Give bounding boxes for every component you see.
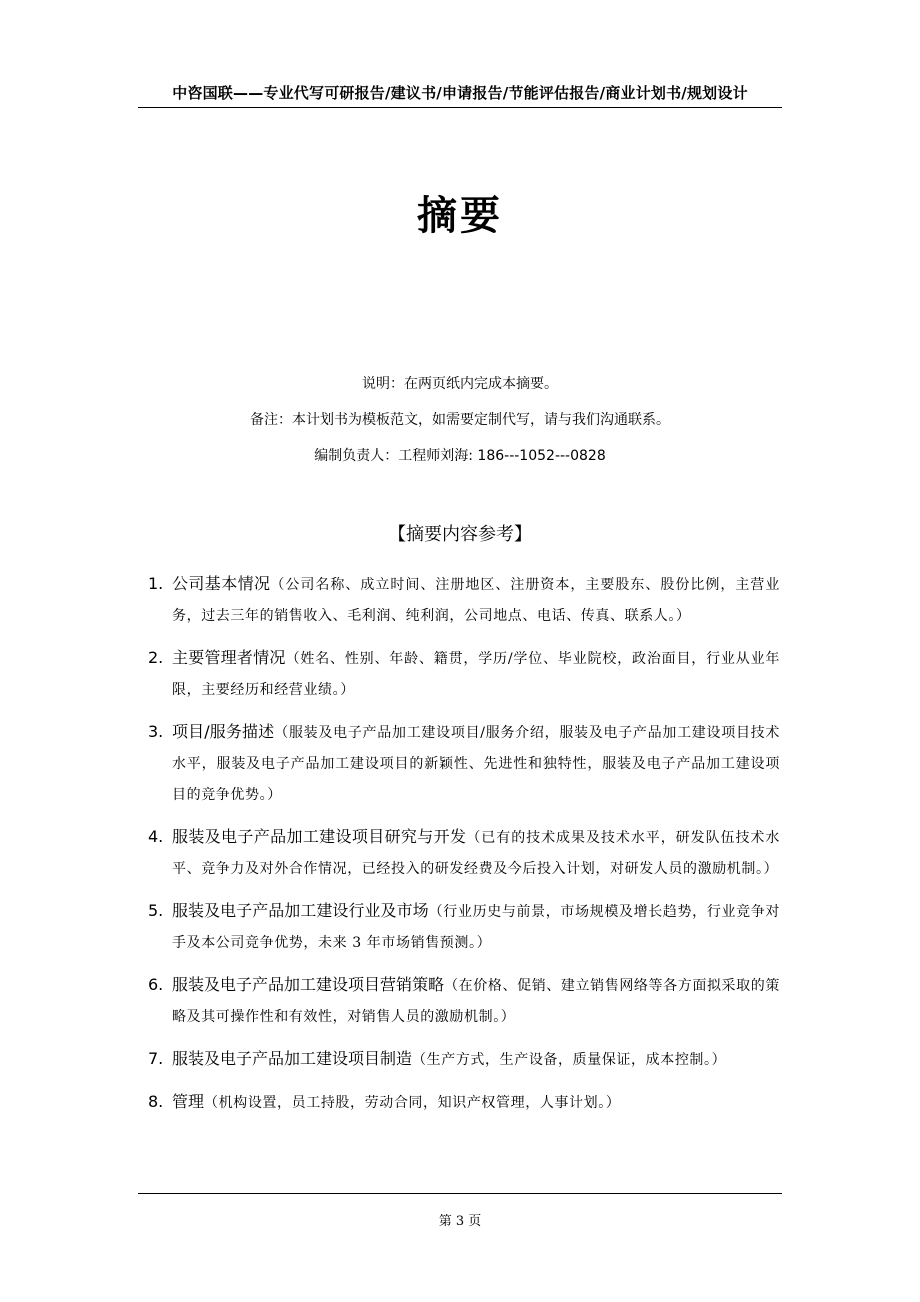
item-description: （服装及电子产品加工建设项目/服务介绍，服装及电子产品加工建设项目技术水平，服装及电子产品加工建设项目的新颖性、先进性和独特性，服装及电子产品加工建设项目的竞争优势。） [172, 725, 780, 803]
item-title: 服装及电子产品加工建设项目营销策略 [172, 975, 445, 994]
summary-items-list [148, 568, 780, 1129]
list-item [148, 895, 780, 959]
page-title: 摘要 [417, 192, 503, 239]
page-number: 第 3 页 [438, 1214, 482, 1229]
page-header: 中咨国联——专业代写可研报告/建议书/申请报告/节能评估报告/商业计划书/规划设计 [172, 84, 748, 102]
footer-divider [138, 1193, 782, 1194]
item-description: （在价格、促销、建立销售网络等各方面拟采取的策略及其可操作性和有效性，对销售人员的激励机制。） [172, 978, 780, 1025]
item-description: （已有的技术成果及技术水平，研发队伍技术水平、竞争力及对外合作情况，已经投入的研发经费及今后投入计划，对研发人员的激励机制。） [172, 830, 780, 877]
item-description: （姓名、性别、年龄、籍贯，学历/学位、毕业院校，政治面目，行业从业年限，主要经历和经营业绩。） [172, 651, 780, 698]
item-number: 8. [148, 1092, 164, 1111]
header-divider [138, 107, 782, 108]
item-title: 服装及电子产品加工建设项目研究与开发 [172, 827, 467, 846]
list-item [148, 642, 780, 706]
list-item [148, 969, 780, 1033]
item-number: 1. [148, 574, 164, 593]
item-description: （机构设置，员工持股，劳动合同，知识产权管理，人事计划。） [204, 1095, 621, 1111]
item-number: 6. [148, 975, 164, 994]
item-title: 服装及电子产品加工建设行业及市场 [172, 901, 429, 920]
item-number: 3. [148, 722, 164, 741]
item-number: 7. [148, 1049, 164, 1068]
item-title: 服装及电子产品加工建设项目制造 [172, 1049, 413, 1068]
item-number: 4. [148, 827, 164, 846]
note-contact: 编制负责人：工程师刘海: 186---1052---0828 [314, 448, 606, 464]
item-title: 项目/服务描述 [172, 722, 275, 741]
notes-block [0, 372, 920, 480]
item-title: 管理 [172, 1092, 205, 1111]
list-item [148, 568, 780, 632]
item-description: （公司名称、成立时间、注册地区、注册资本，主要股东、股份比例，主营业务，过去三年的销售收入、毛利润、纯利润，公司地点、电话、传真、联系人。） [172, 577, 780, 624]
item-title: 主要管理者情况 [172, 648, 286, 667]
item-description: （生产方式，生产设备，质量保证，成本控制。） [412, 1052, 727, 1068]
reference-heading: 【摘要内容参考】 [388, 524, 532, 545]
list-item [148, 1043, 780, 1076]
note-remark: 备注：本计划书为模板范文，如需要定制代写，请与我们沟通联系。 [250, 412, 670, 428]
item-title: 公司基本情况 [172, 574, 271, 593]
item-description: （行业历史与前景，市场规模及增长趋势，行业竞争对手及本公司竞争优势，未来 3 年市场销售预测。） [172, 904, 780, 951]
list-item [148, 716, 780, 811]
list-item [148, 821, 780, 885]
list-item [148, 1086, 780, 1119]
note-instruction: 说明：在两页纸内完成本摘要。 [362, 376, 558, 392]
item-number: 5. [148, 901, 164, 920]
item-number: 2. [148, 648, 164, 667]
